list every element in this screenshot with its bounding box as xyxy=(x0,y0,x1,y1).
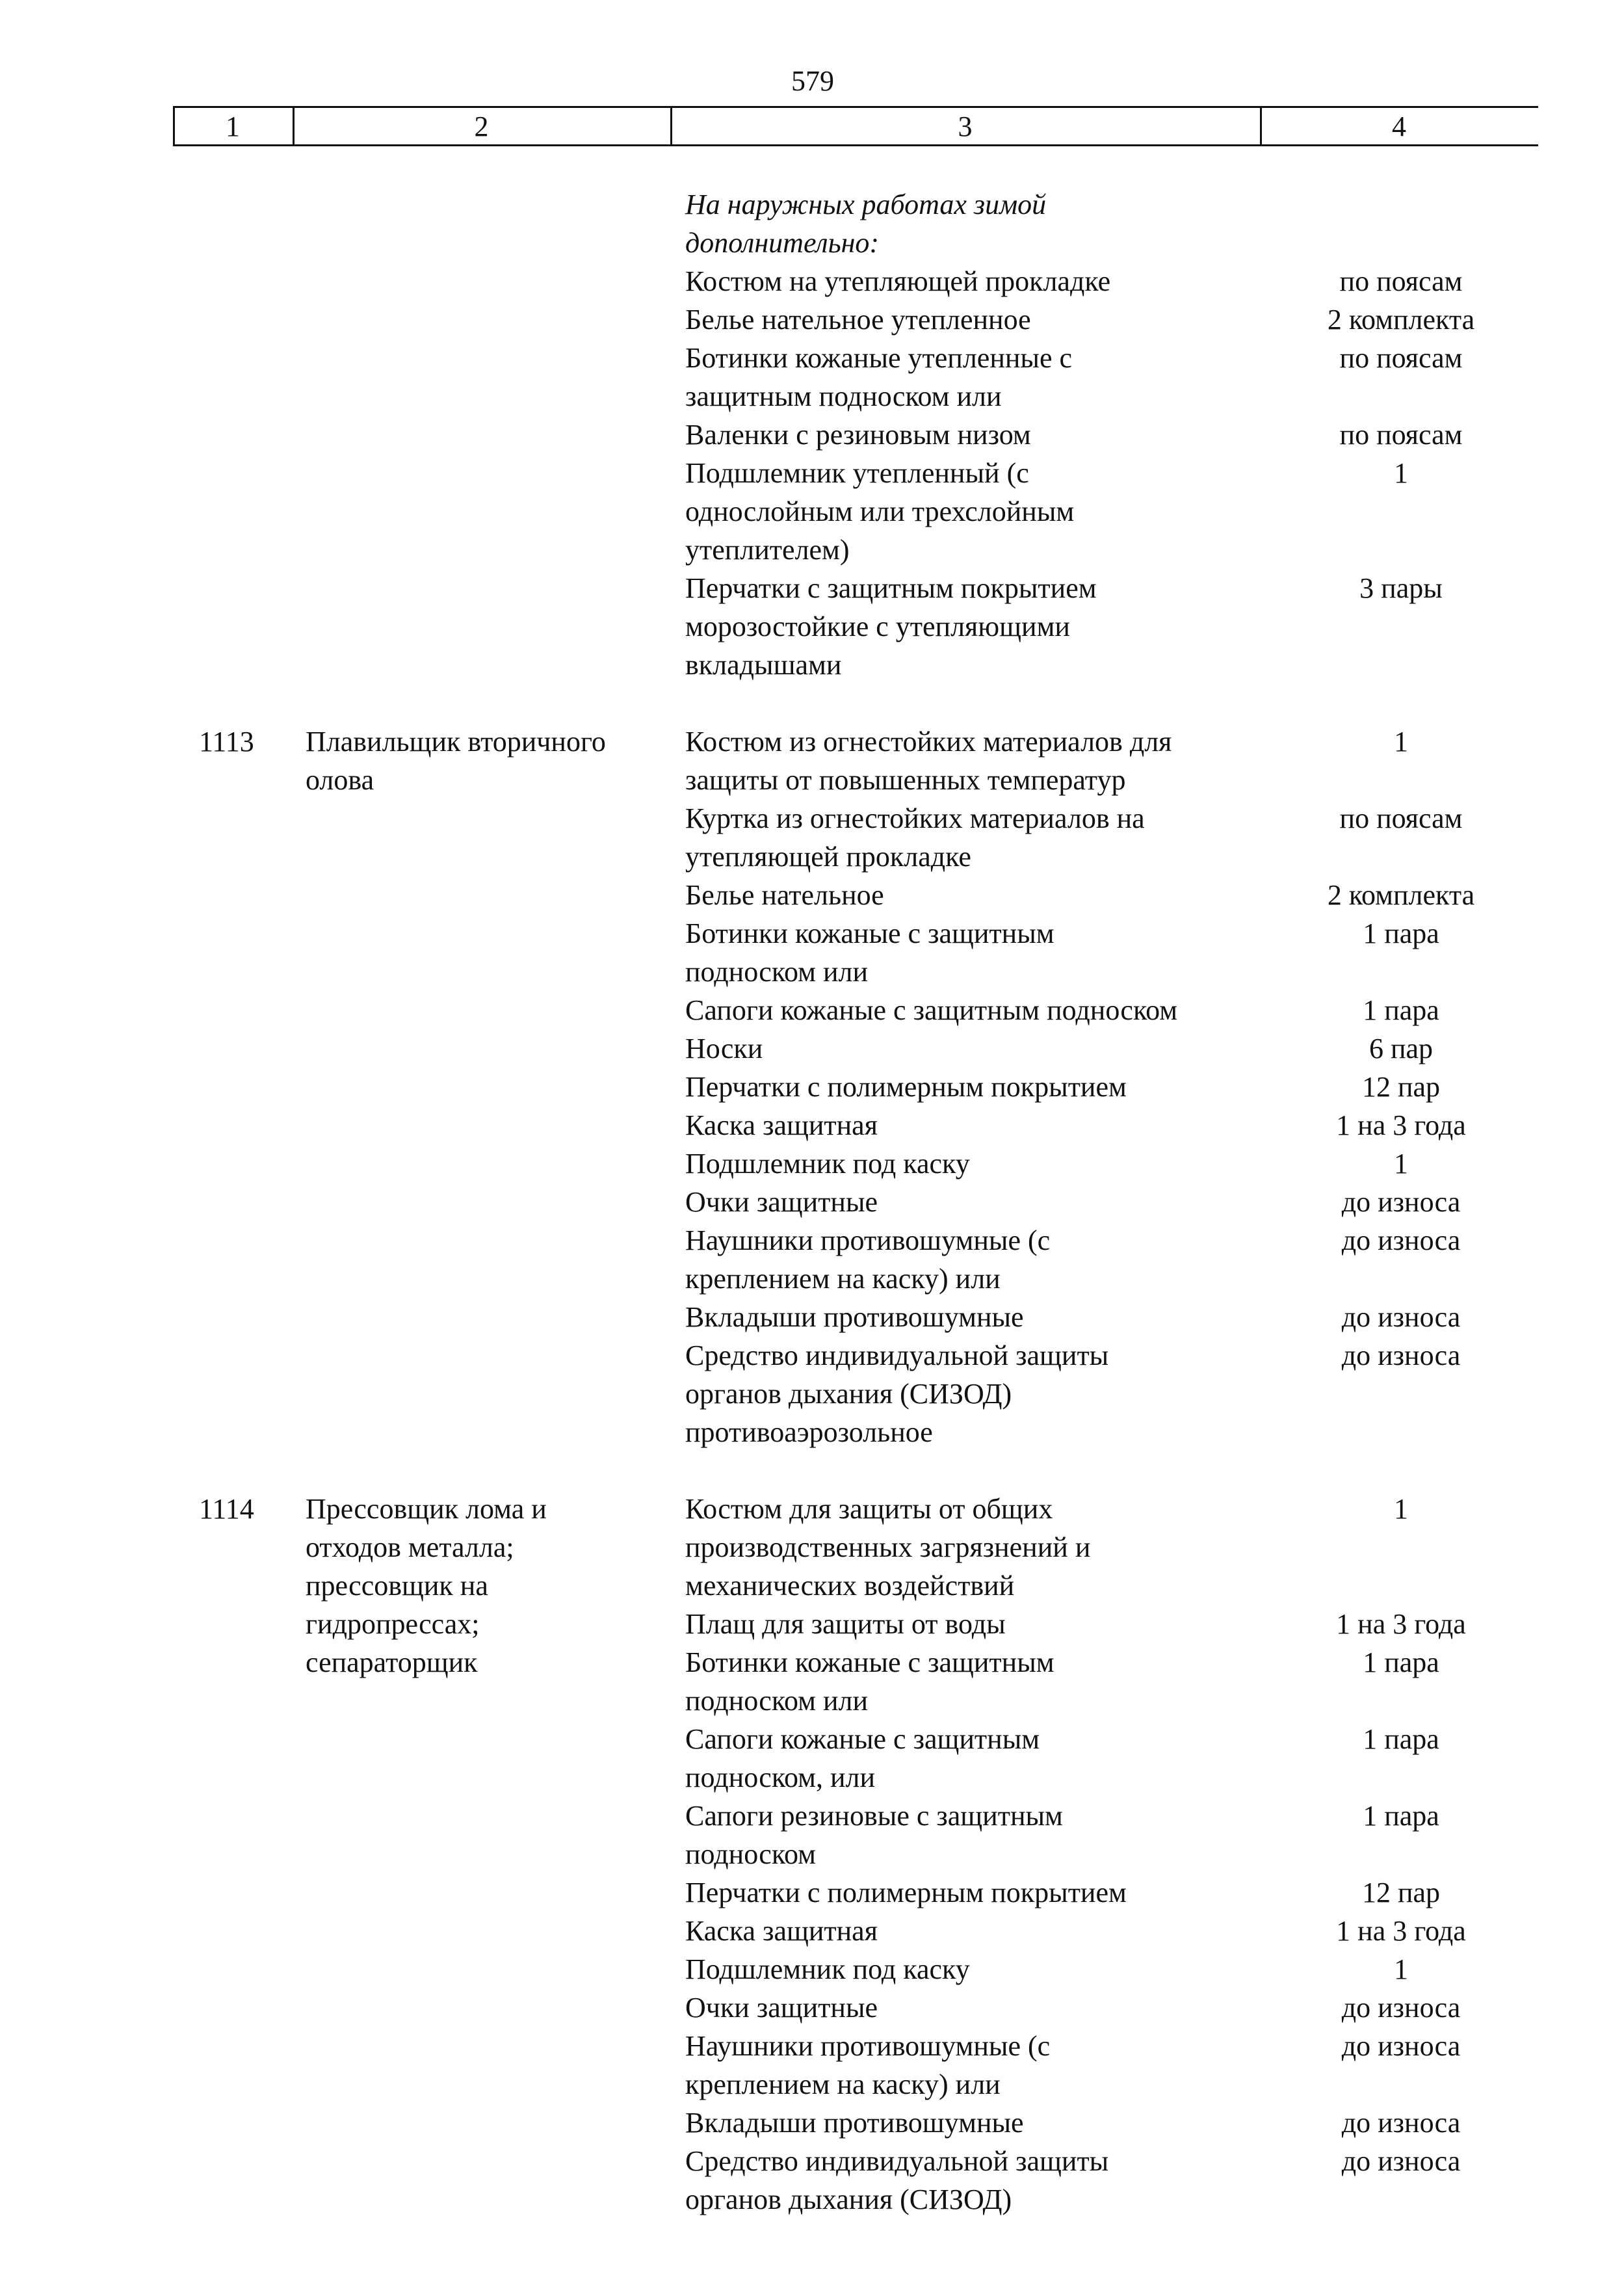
item-quantity: до износа xyxy=(1341,1301,1461,1333)
item-name-line: подноском или xyxy=(685,1685,869,1717)
item-name-line: Ботинки кожаные с защитным xyxy=(685,917,1054,949)
item-quantity: 1 на 3 года xyxy=(1336,1915,1466,1947)
column-header-row xyxy=(173,106,1538,146)
section-heading: дополнительно: xyxy=(685,227,880,259)
item-name-line: креплением на каску) или xyxy=(685,1263,1001,1295)
item-name-line: противоаэрозольное xyxy=(685,1416,933,1448)
item-quantity: до износа xyxy=(1341,1339,1461,1371)
profession-line: прессовщик на xyxy=(306,1570,488,1602)
item-name-line: подноском xyxy=(685,1838,816,1870)
item-name-line: морозостойкие с утепляющими xyxy=(685,611,1070,642)
item-quantity: 6 пар xyxy=(1369,1033,1434,1064)
item-quantity: до износа xyxy=(1341,2145,1461,2177)
item-name-line: подноском или xyxy=(685,956,869,988)
item-name-line: Подшлемник утепленный (с xyxy=(685,457,1029,489)
item-quantity: 1 xyxy=(1394,1493,1408,1525)
item-quantity: 1 пара xyxy=(1363,1646,1439,1678)
item-name-line: Куртка из огнестойких материалов на xyxy=(685,802,1145,834)
profession-line: гидропрессах; xyxy=(306,1608,480,1640)
item-quantity: 1 xyxy=(1394,1953,1408,1985)
profession-line: сепараторщик xyxy=(306,1646,478,1678)
item-quantity: до износа xyxy=(1341,1992,1461,2024)
item-name-line: Перчатки с полимерным покрытием xyxy=(685,1877,1127,1908)
item-name-line: Средство индивидуальной защиты xyxy=(685,1339,1109,1371)
item-name-line: Вкладыши противошумные xyxy=(685,2107,1024,2139)
item-name-line: Каска защитная xyxy=(685,1915,878,1947)
item-name-line: Перчатки с защитным покрытием xyxy=(685,572,1097,604)
item-quantity: до износа xyxy=(1341,1224,1461,1256)
profession-line: отходов металла; xyxy=(306,1531,514,1563)
item-quantity: по поясам xyxy=(1339,342,1463,374)
item-quantity: по поясам xyxy=(1339,802,1463,834)
item-name-line: Вкладыши противошумные xyxy=(685,1301,1024,1333)
item-name-line: Очки защитные xyxy=(685,1992,878,2024)
item-name-line: Валенки с резиновым низом xyxy=(685,419,1031,451)
column-header-2: 2 xyxy=(474,111,489,142)
page-number: 579 xyxy=(791,65,834,97)
item-quantity: 1 xyxy=(1394,726,1408,758)
item-quantity: по поясам xyxy=(1339,265,1463,297)
item-name-line: органов дыхания (СИЗОД) xyxy=(685,1378,1012,1410)
entry-number: 1113 xyxy=(199,726,254,758)
item-name-line: однослойным или трехслойным xyxy=(685,495,1075,527)
item-name-line: Костюм для защиты от общих xyxy=(685,1493,1053,1525)
item-name-line: Плащ для защиты от воды xyxy=(685,1608,1006,1640)
item-quantity: 1 на 3 года xyxy=(1336,1109,1466,1141)
entry-number: 1114 xyxy=(199,1493,254,1525)
item-name-line: Носки xyxy=(685,1033,763,1064)
item-quantity: 2 комплекта xyxy=(1327,304,1475,336)
item-quantity: 3 пары xyxy=(1359,572,1443,604)
item-quantity: 1 пара xyxy=(1363,1723,1439,1755)
section-heading: На наружных работах зимой xyxy=(685,189,1047,220)
item-name-line: Каска защитная xyxy=(685,1109,878,1141)
item-name-line: защитным подноском или xyxy=(685,380,1002,412)
item-quantity: 1 пара xyxy=(1363,917,1439,949)
item-name-line: Белье нательное утепленное xyxy=(685,304,1031,336)
item-name-line: Сапоги кожаные с защитным xyxy=(685,1723,1040,1755)
item-quantity: 1 xyxy=(1394,457,1408,489)
item-name-line: защиты от повышенных температур xyxy=(685,764,1126,796)
item-quantity: 2 комплекта xyxy=(1327,879,1475,911)
item-quantity: 12 пар xyxy=(1361,1071,1441,1103)
item-name-line: Сапоги резиновые с защитным xyxy=(685,1800,1063,1832)
column-header-3: 3 xyxy=(958,111,973,142)
profession-line: Плавильщик вторичного xyxy=(306,726,606,758)
item-quantity: до износа xyxy=(1341,2030,1461,2062)
item-name-line: Средство индивидуальной защиты xyxy=(685,2145,1109,2177)
item-name-line: Белье нательное xyxy=(685,879,884,911)
item-name-line: органов дыхания (СИЗОД) xyxy=(685,2184,1012,2215)
item-name-line: утеплителем) xyxy=(685,534,850,566)
item-quantity: 12 пар xyxy=(1361,1877,1441,1908)
item-name-line: Подшлемник под каску xyxy=(685,1953,970,1985)
profession-line: Прессовщик лома и xyxy=(306,1493,547,1525)
item-name-line: Перчатки с полимерным покрытием xyxy=(685,1071,1127,1103)
item-quantity: по поясам xyxy=(1339,419,1463,451)
item-name-line: Наушники противошумные (с xyxy=(685,1224,1051,1256)
item-name-line: утепляющей прокладке xyxy=(685,841,971,873)
item-name-line: механических воздействий xyxy=(685,1570,1015,1602)
item-name-line: Подшлемник под каску xyxy=(685,1148,970,1180)
item-name-line: вкладышами xyxy=(685,649,842,681)
item-name-line: креплением на каску) или xyxy=(685,2068,1001,2100)
item-name-line: Сапоги кожаные с защитным подноском xyxy=(685,994,1178,1026)
item-name-line: Костюм на утепляющей прокладке xyxy=(685,265,1111,297)
item-quantity: 1 на 3 года xyxy=(1336,1608,1466,1640)
item-name-line: Костюм из огнестойких материалов для xyxy=(685,726,1172,758)
item-name-line: подноском, или xyxy=(685,1762,876,1793)
item-name-line: производственных загрязнений и xyxy=(685,1531,1091,1563)
item-quantity: 1 xyxy=(1394,1148,1408,1180)
item-name-line: Очки защитные xyxy=(685,1186,878,1218)
item-quantity: 1 пара xyxy=(1363,994,1439,1026)
item-name-line: Ботинки кожаные утепленные с xyxy=(685,342,1073,374)
item-name-line: Наушники противошумные (с xyxy=(685,2030,1051,2062)
item-name-line: Ботинки кожаные с защитным xyxy=(685,1646,1054,1678)
column-header-4: 4 xyxy=(1392,111,1406,142)
item-quantity: до износа xyxy=(1341,1186,1461,1218)
item-quantity: до износа xyxy=(1341,2107,1461,2139)
column-header-1: 1 xyxy=(226,111,240,142)
profession-line: олова xyxy=(306,764,374,796)
item-quantity: 1 пара xyxy=(1363,1800,1439,1832)
